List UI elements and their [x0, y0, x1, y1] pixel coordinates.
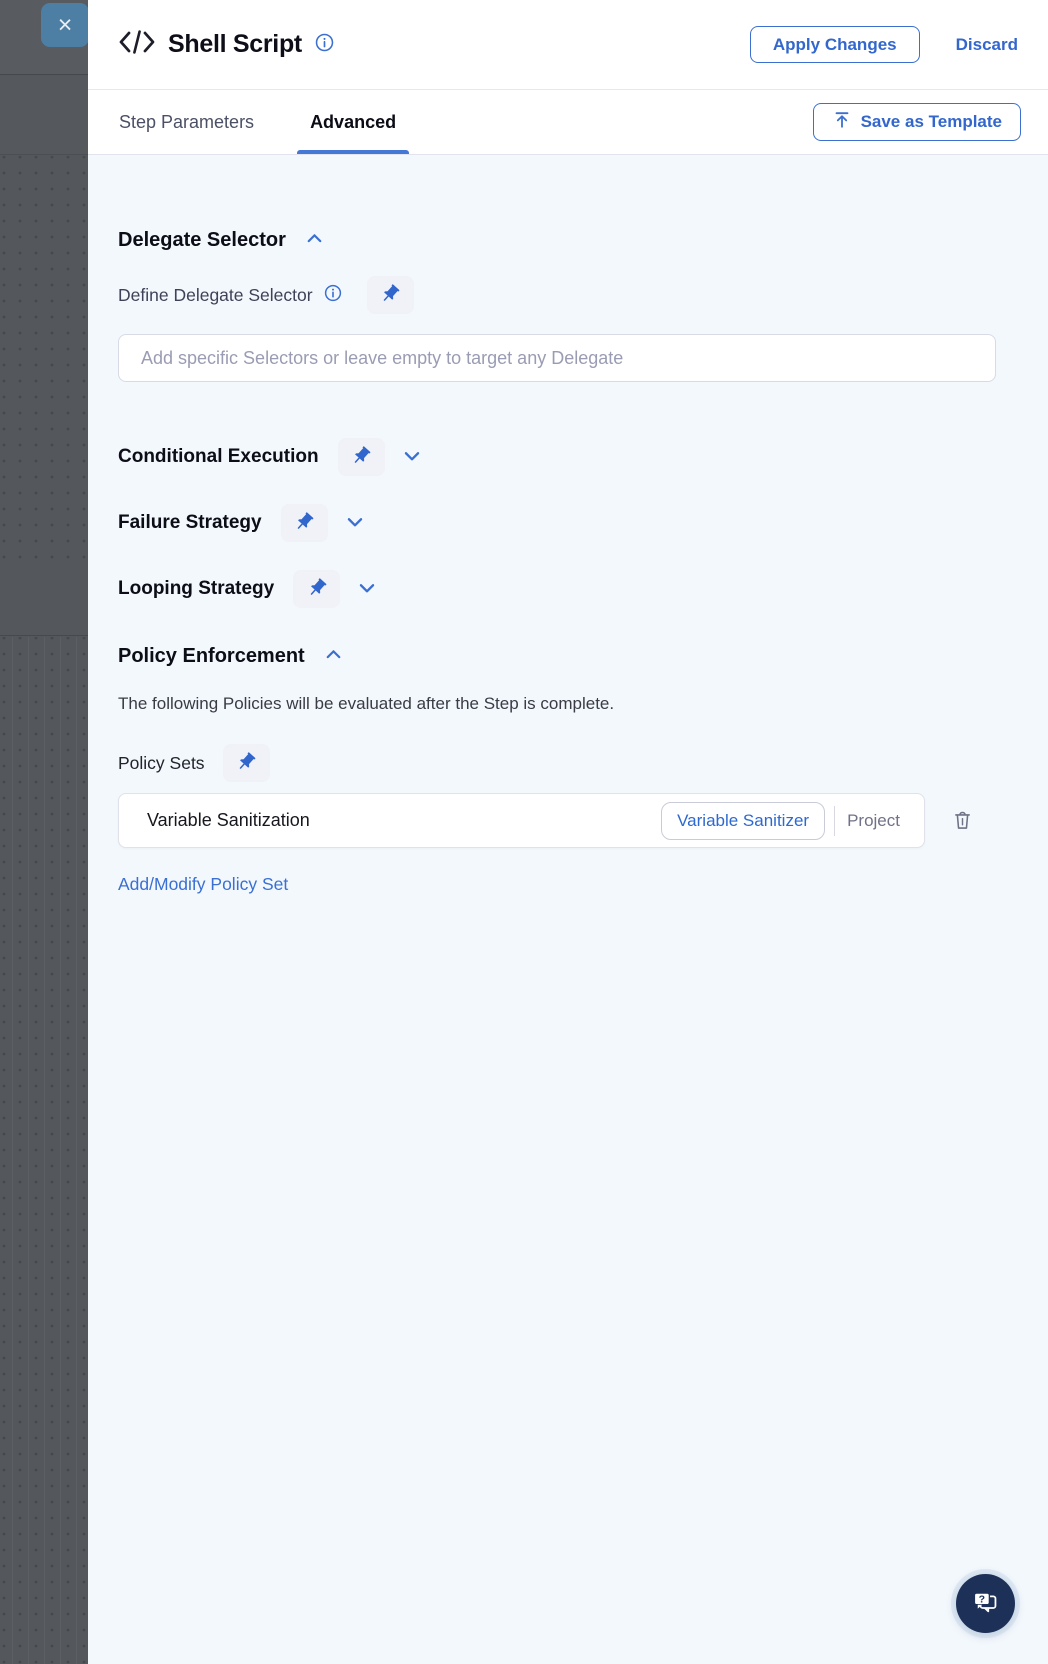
help-chat-button[interactable]	[956, 1574, 1015, 1633]
conditional-execution-label: Conditional Execution	[118, 446, 319, 467]
failure-strategy-row	[118, 504, 1018, 542]
pin-failure-strategy-button[interactable]	[281, 504, 328, 542]
delete-policy-set-button[interactable]	[950, 807, 975, 835]
pipeline-canvas-backdrop	[0, 0, 88, 1664]
pin-conditional-execution-button[interactable]	[338, 438, 385, 476]
canvas-band-mid	[0, 76, 88, 155]
upload-icon	[832, 110, 852, 135]
info-icon[interactable]	[323, 283, 343, 308]
policy-set-name: Variable Sanitization	[147, 810, 310, 830]
failure-strategy-label: Failure Strategy	[118, 512, 262, 533]
pin-icon	[350, 445, 372, 470]
save-as-template-button[interactable]	[813, 103, 1021, 141]
expand-failure-strategy-button[interactable]	[344, 511, 366, 536]
expand-looping-strategy-button[interactable]	[356, 577, 378, 602]
tab-bar	[88, 90, 1048, 155]
info-icon[interactable]	[314, 32, 335, 58]
pin-icon	[235, 751, 257, 776]
pin-policy-sets-button[interactable]	[223, 744, 270, 782]
policy-sets-label: Policy Sets	[118, 752, 205, 773]
pin-icon	[306, 577, 328, 602]
policy-enforcement-description: The following Policies will be evaluated after the Step is complete.	[118, 694, 615, 713]
tab-advanced[interactable]: Advanced	[310, 90, 396, 154]
trash-icon	[950, 807, 975, 835]
policy-sets-row	[118, 744, 1018, 782]
canvas-dot-grid	[0, 156, 88, 570]
delegate-selector-section	[118, 228, 1018, 252]
page-title: Shell Script	[168, 30, 302, 58]
svg-text:?: ?	[978, 1593, 986, 1606]
badge-divider	[834, 806, 835, 836]
looping-strategy-row	[118, 570, 1018, 608]
step-config-panel	[88, 0, 1048, 1664]
pin-looping-strategy-button[interactable]	[293, 570, 340, 608]
chevron-down-icon	[344, 511, 366, 536]
collapse-policy-enforcement-button[interactable]	[323, 644, 344, 668]
policy-badge[interactable]: Variable Sanitizer	[661, 802, 825, 840]
collapse-delegate-button[interactable]	[304, 228, 325, 252]
chevron-up-icon	[323, 644, 344, 668]
delegate-selector-heading: Delegate Selector	[118, 228, 286, 251]
delegate-selector-input[interactable]	[118, 334, 996, 382]
expand-conditional-execution-button[interactable]	[401, 445, 423, 470]
pin-icon	[293, 511, 315, 536]
canvas-dot-grid-2	[0, 637, 88, 1664]
close-button[interactable]	[41, 3, 89, 47]
save-as-template-label: Save as Template	[860, 112, 1002, 131]
policy-set-item-row	[118, 793, 1018, 848]
tab-step-parameters[interactable]: Step Parameters	[119, 111, 255, 132]
add-modify-policy-set-link[interactable]: Add/Modify Policy Set	[118, 874, 289, 894]
define-delegate-row	[118, 276, 1018, 314]
chevron-up-icon	[304, 228, 325, 252]
advanced-tab-content	[88, 155, 1048, 1664]
close-icon: ×	[57, 10, 73, 39]
pin-delegate-selector-button[interactable]	[367, 276, 414, 314]
header-actions	[750, 26, 1018, 63]
policy-scope-label: Project	[847, 810, 900, 830]
apply-changes-button[interactable]: Apply Changes	[750, 26, 920, 63]
policy-enforcement-section	[118, 644, 1018, 668]
conditional-execution-row	[118, 438, 1018, 476]
canvas-band-plain	[0, 570, 88, 636]
title-group	[118, 29, 335, 60]
panel-header	[88, 0, 1048, 90]
policy-set-card	[118, 793, 925, 848]
looping-strategy-label: Looping Strategy	[118, 578, 275, 599]
discard-button[interactable]: Discard	[955, 34, 1018, 54]
define-delegate-label: Define Delegate Selector	[118, 284, 313, 305]
chat-help-icon	[970, 1587, 1001, 1621]
policy-enforcement-heading: Policy Enforcement	[118, 644, 305, 667]
pin-icon	[379, 283, 401, 308]
chevron-down-icon	[356, 577, 378, 602]
code-icon	[118, 29, 156, 60]
chevron-down-icon	[401, 445, 423, 470]
